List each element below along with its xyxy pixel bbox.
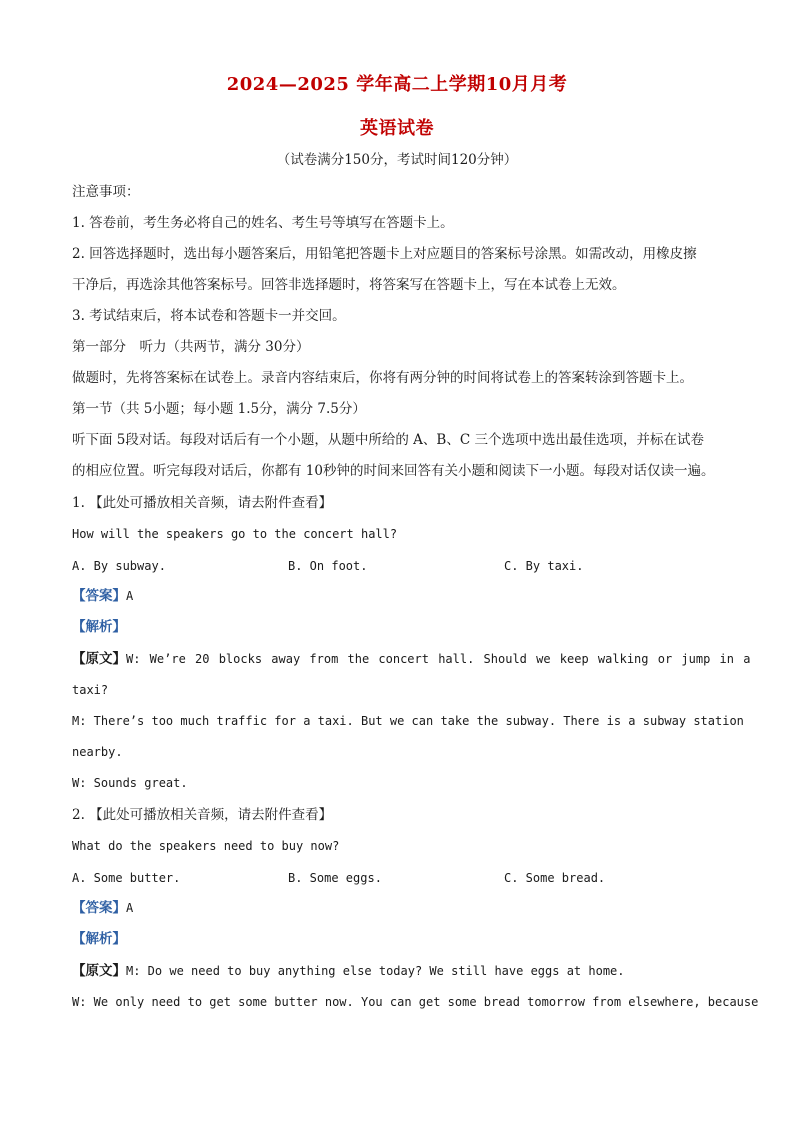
q1-answer — [72, 586, 724, 606]
q1-transcript-5: W: Sounds great. — [72, 776, 188, 790]
q2-orig-label: 【原文】 — [72, 963, 126, 979]
exam-title: 2024—2025 学年高二上学期10月月考 — [226, 74, 568, 95]
exam-subtitle: 英语试卷 — [360, 118, 434, 139]
notice-item-1: 1. 答卷前，考生务必将自己的姓名、考生号等填写在答题卡上。 — [72, 215, 454, 231]
notice-item-3: 3. 考试结束后，将本试卷和答题卡一并交回。 — [72, 308, 346, 324]
q1-heading: 1. 【此处可播放相关音频，请去附件查看】 — [72, 495, 333, 511]
q2-transcript-2: W: We only need to get some butter now. You can get some bread tomorrow from elsewhere, because — [72, 995, 759, 1009]
q2-answer-label: 【答案】 — [72, 900, 126, 916]
q1-transcript-3: M: There’s too much traffic for a taxi. But we can take the subway. There is a subway station — [72, 714, 744, 728]
q1-option-c: C. By taxi. — [504, 559, 584, 573]
section1-instruction-b: 的相应位置。听完每段对话后，你都有 10秒钟的时间来回答有关小题和阅读下一小题。每段对话仅读一遍。 — [72, 463, 715, 479]
section1-instruction-a: 听下面 5段对话。每段对话后有一个小题，从题中所给的 A、B、C 三个选项中选出最佳选项，并标在试卷 — [72, 432, 704, 448]
q1-analysis-label: 【解析】 — [72, 619, 126, 635]
q1-transcript-2: taxi? — [72, 683, 109, 697]
q1-question: How will the speakers go to the concert hall? — [72, 527, 398, 541]
q2-transcript-text-1: M: Do we need to buy anything else today? We still have eggs at home. — [126, 964, 625, 978]
q2-analysis-label: 【解析】 — [72, 931, 126, 947]
q1-option-a: A. By subway. — [72, 559, 166, 573]
q2-question: What do the speakers need to buy now? — [72, 839, 340, 853]
part1-instruction: 做题时，先将答案标在试卷上。录音内容结束后，你将有两分钟的时间将试卷上的答案转涂到答题卡上。 — [72, 370, 693, 386]
q1-transcript-1 — [72, 649, 751, 669]
q2-option-b: B. Some eggs. — [288, 871, 382, 885]
q2-transcript-1 — [72, 961, 724, 981]
part1-heading: 第一部分 听力（共两节，满分 30分） — [72, 339, 310, 355]
q1-answer-value: A — [126, 589, 134, 603]
q2-option-a: A. Some butter. — [72, 871, 181, 885]
q2-heading: 2. 【此处可播放相关音频，请去附件查看】 — [72, 807, 333, 823]
q1-transcript-4: nearby. — [72, 745, 123, 759]
q1-orig-label: 【原文】 — [72, 651, 126, 667]
q2-option-c: C. Some bread. — [504, 871, 606, 885]
q2-answer-value: A — [126, 901, 134, 915]
q1-transcript-text-1: W: We’re 20 blocks away from the concert hall. Should we keep walking or jump in a — [126, 652, 751, 666]
q1-answer-label: 【答案】 — [72, 588, 126, 604]
q2-answer — [72, 898, 724, 918]
exam-info: （试卷满分150分，考试时间120分钟） — [276, 152, 518, 168]
notice-item-2a: 2. 回答选择题时，选出每小题答案后，用铅笔把答题卡上对应题目的答案标号涂黑。如需改动，用橡皮擦 — [72, 246, 697, 262]
notice-heading: 注意事项： — [72, 184, 140, 200]
section1-heading: 第一节（共 5小题；每小题 1.5分，满分 7.5分） — [72, 401, 366, 417]
q1-option-b: B. On foot. — [288, 559, 368, 573]
notice-item-2b: 干净后，再选涂其他答案标号。回答非选择题时，将答案写在答题卡上，写在本试卷上无效。 — [72, 277, 626, 293]
